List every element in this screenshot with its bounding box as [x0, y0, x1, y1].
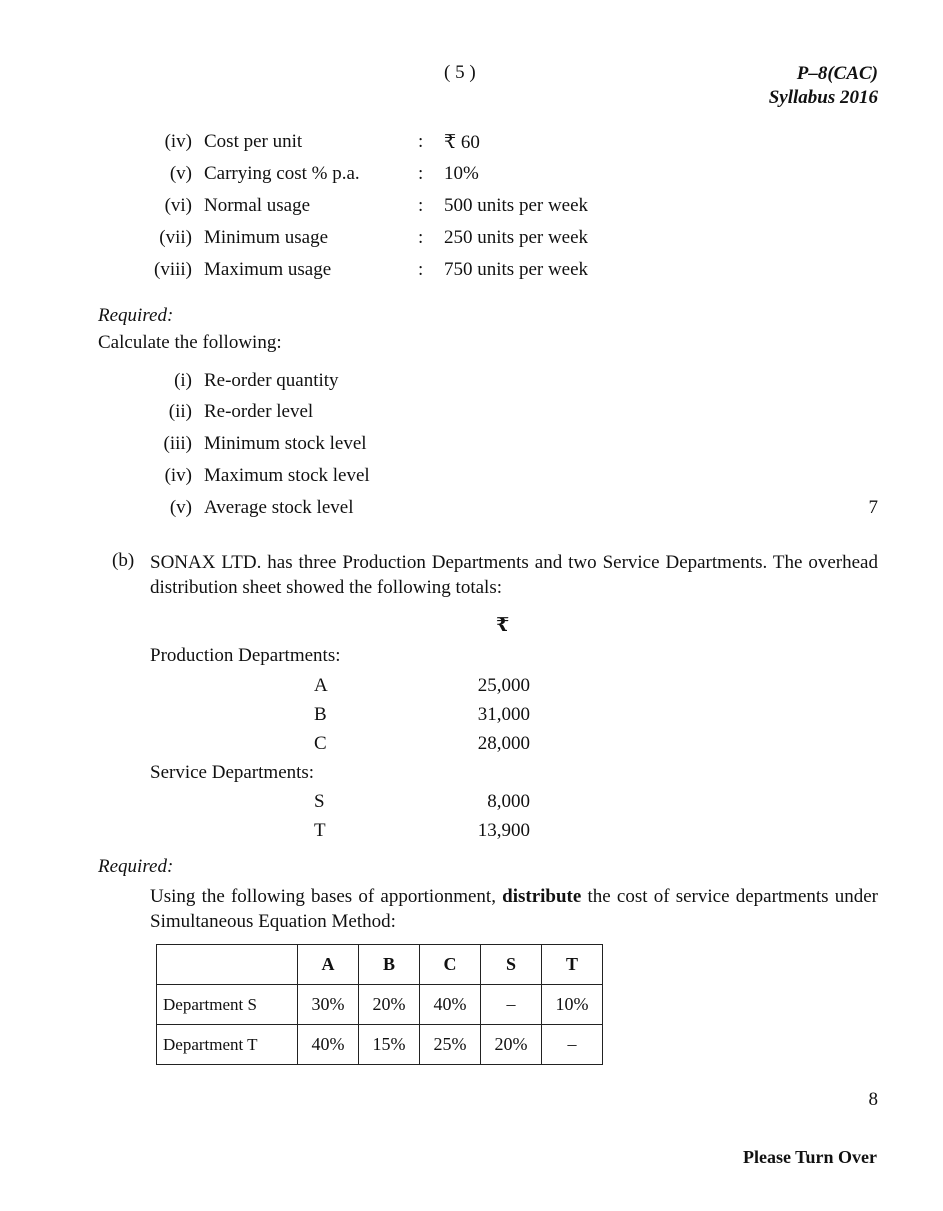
department-row: [0, 704, 943, 732]
item-label: Average stock level: [204, 497, 354, 518]
calc-item: [0, 433, 943, 461]
table-header-row: [157, 945, 603, 985]
row-label: Department T: [157, 1025, 298, 1065]
item-number: (ii): [168, 401, 192, 422]
apportionment-instruction: [150, 884, 878, 934]
department-name: A: [314, 675, 328, 696]
table-cell: 25%: [420, 1025, 481, 1065]
table-row: [157, 1025, 603, 1065]
rupee-currency-heading: ₹: [496, 615, 510, 636]
page-number: ( 5 ): [444, 62, 476, 83]
department-name: S: [314, 791, 325, 812]
department-row: [0, 820, 943, 848]
item-number: (iv): [164, 465, 192, 486]
item-value: 750 units per week: [444, 259, 589, 280]
department-name: C: [314, 733, 327, 754]
item-label: Re-order quantity: [204, 370, 339, 391]
item-number: (vi): [164, 195, 192, 216]
header-cell: A: [298, 945, 359, 985]
header-cell-empty: [157, 945, 298, 985]
table-cell: –: [542, 1025, 603, 1065]
table-cell: 40%: [420, 985, 481, 1025]
item-label: Normal usage: [204, 195, 311, 216]
calc-item: [0, 370, 943, 398]
please-turn-over: Please Turn Over: [743, 1147, 877, 1167]
item-label: Maximum stock level: [204, 465, 370, 486]
required-label-b: Required:: [98, 856, 174, 877]
item-value: 250 units per week: [444, 227, 589, 248]
item-number: (v): [169, 163, 192, 184]
item-value: ₹ 60: [444, 132, 480, 153]
instruction-emphasis: distribute: [502, 886, 582, 907]
calc-item: [0, 401, 943, 429]
row-label: Department S: [157, 985, 298, 1025]
item-label: Minimum stock level: [204, 433, 367, 454]
given-item: [0, 259, 943, 287]
department-row: [0, 791, 943, 819]
item-colon: :: [418, 131, 424, 152]
table-row: [157, 985, 603, 1025]
table-cell: 10%: [542, 985, 603, 1025]
part-b-text: SONAX LTD. has three Production Departments and two Service Departments. The overhead distribution sheet showed the following totals:: [150, 552, 878, 598]
department-name: T: [314, 820, 326, 841]
item-label: Cost per unit: [204, 131, 303, 152]
calculate-instruction: Calculate the following:: [98, 332, 282, 353]
given-item: [0, 131, 943, 159]
item-value: 500 units per week: [444, 195, 589, 216]
syllabus-label: Syllabus 2016: [768, 87, 878, 108]
header-cell: B: [359, 945, 420, 985]
paper-code: P–8(CAC): [796, 63, 878, 84]
table-cell: 20%: [481, 1025, 542, 1065]
department-amount: 28,000: [477, 733, 530, 754]
table-cell: 20%: [359, 985, 420, 1025]
paper-code-block: [769, 62, 878, 110]
item-colon: :: [418, 227, 424, 248]
marks-part-b: 8: [868, 1089, 878, 1110]
department-row: [0, 675, 943, 703]
item-number: (vii): [159, 227, 192, 248]
required-label: Required:: [98, 305, 174, 326]
item-number: (iv): [164, 131, 192, 152]
item-value: 10%: [444, 163, 479, 184]
department-row: [0, 733, 943, 761]
calc-item: [0, 497, 943, 525]
department-amount: 8,000: [487, 791, 530, 812]
item-label: Maximum usage: [204, 259, 332, 280]
department-amount: 31,000: [477, 704, 530, 725]
header-cell: C: [420, 945, 481, 985]
item-number: (iii): [163, 433, 192, 454]
marks-part-a: 7: [868, 497, 878, 518]
department-amount: 25,000: [477, 675, 530, 696]
item-label: Minimum usage: [204, 227, 329, 248]
production-departments-heading: Production Departments:: [150, 645, 341, 666]
item-number: (viii): [154, 259, 192, 280]
calc-item: [0, 465, 943, 493]
header-cell: S: [481, 945, 542, 985]
item-number: (i): [174, 370, 192, 391]
apportionment-table: [156, 944, 603, 1065]
item-colon: :: [418, 163, 424, 184]
given-item: [0, 227, 943, 255]
instruction-text: Using the following bases of apportionment,: [150, 886, 503, 907]
header-cell: T: [542, 945, 603, 985]
item-colon: :: [418, 195, 424, 216]
table-cell: 30%: [298, 985, 359, 1025]
department-amount: 13,900: [477, 820, 530, 841]
item-colon: :: [418, 259, 424, 280]
given-item: [0, 163, 943, 191]
part-number: (b): [112, 550, 135, 571]
given-item: [0, 195, 943, 223]
table-cell: –: [481, 985, 542, 1025]
item-number: (v): [169, 497, 192, 518]
table-cell: 40%: [298, 1025, 359, 1065]
table-cell: 15%: [359, 1025, 420, 1065]
service-departments-heading: Service Departments:: [150, 762, 315, 783]
item-label: Re-order level: [204, 401, 314, 422]
department-name: B: [314, 704, 327, 725]
item-label: Carrying cost % p.a.: [204, 163, 360, 184]
instruction-text: the cost of service departments under Simultaneous Equation Method:: [150, 886, 878, 932]
